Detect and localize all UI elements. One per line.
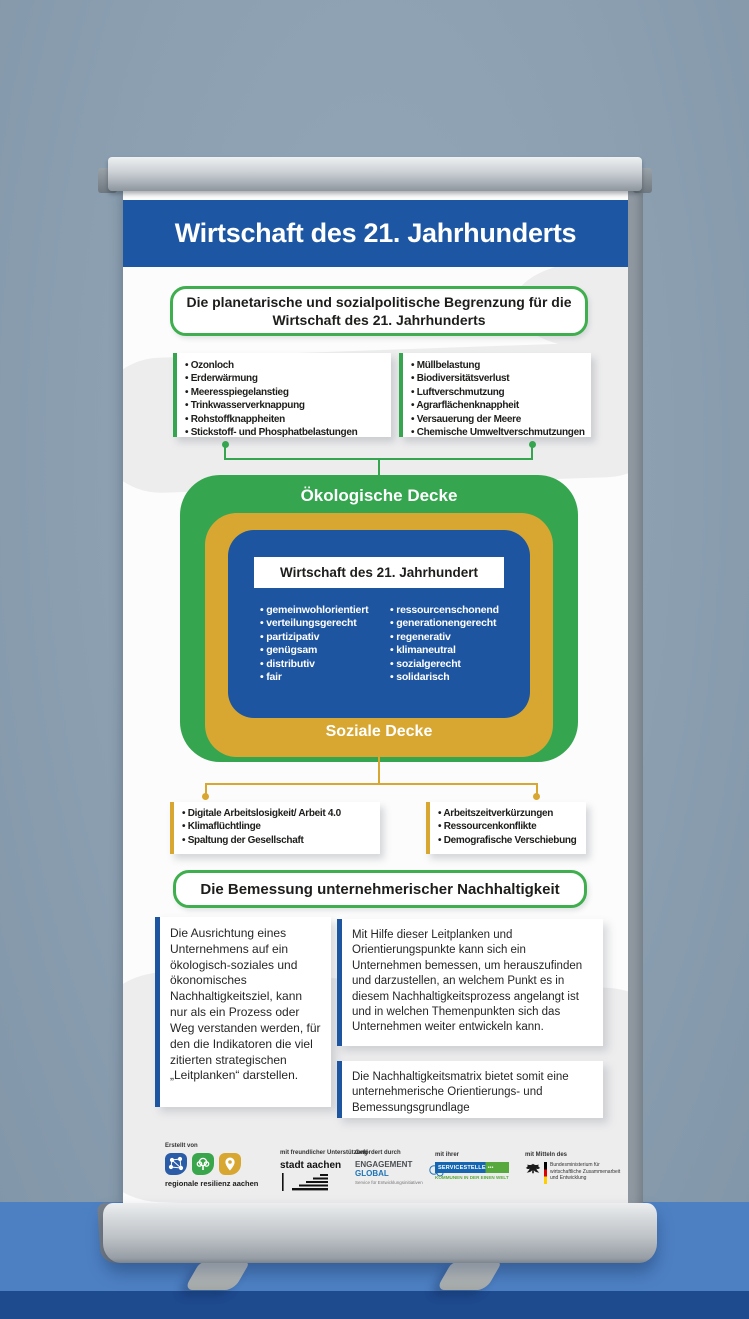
section1-heading: Die planetarische und sozialpolitische Begrenzung für die Wirtschaft des 21. Jahrhunderts — [170, 286, 588, 336]
credit-engagement-global — [355, 1150, 447, 1185]
credit-label: mit Mitteln des — [525, 1152, 568, 1158]
value-item: • distributiv — [260, 658, 368, 671]
social-list-right — [426, 802, 586, 854]
list-item: • Meeresspiegelanstieg — [185, 386, 385, 399]
paragraph-right-1: Mit Hilfe dieser Leitplanken und Orientierungspunkte kann sich ein Unternehmen bemessen, um herauszufinden und darzustellen, an welchem Punkt es in diesem Nachhaltigkeitsprozess angelangt ist und in welchen Themenpunkten sich das Unternehmen weiter entwickeln kann. — [337, 919, 603, 1046]
section2-heading: Die Bemessung unternehmerischer Nachhaltigkeit — [173, 870, 587, 908]
tree-icon — [192, 1153, 214, 1175]
list-item: • Trinkwasserverknappung — [185, 399, 385, 412]
federal-tricolor-bar — [544, 1162, 547, 1184]
credit-name: stadt aachen — [280, 1160, 342, 1171]
planetary-list-left — [173, 353, 391, 437]
list-item: • Müllbelastung — [411, 359, 585, 372]
stripes-icon — [280, 1171, 330, 1193]
value-item: • genügsam — [260, 644, 368, 657]
credit-regionale-resilienz — [165, 1143, 258, 1188]
value-item: • generationengerecht — [390, 617, 499, 630]
value-item: • ressourcenschonend — [390, 604, 499, 617]
ecological-ceiling-box — [180, 475, 578, 762]
economy-values-right — [390, 604, 499, 684]
credit-label: mit ihrer — [435, 1152, 460, 1158]
planetary-list-right — [399, 353, 591, 437]
credit-label: mit freundlicher Unterstützung — [280, 1150, 368, 1156]
poster-title-band — [123, 200, 628, 267]
list-item: • Stickstoff- und Phosphatbelastungen — [185, 426, 385, 439]
resilienz-logo — [165, 1153, 258, 1175]
list-item: • Klimaflüchtlinge — [182, 820, 374, 833]
list-item: • Demografische Verschiebung — [438, 834, 580, 847]
connector-dot — [533, 793, 540, 800]
social-list-left — [170, 802, 380, 854]
value-item: • klimaneutral — [390, 644, 499, 657]
value-item: • partizipativ — [260, 631, 368, 644]
list-item: • Arbeitszeitverkürzungen — [438, 807, 580, 820]
servicestelle-logo: SERVICESTELLE ••• — [435, 1162, 509, 1173]
social-floor-label: Soziale Decke — [325, 723, 433, 740]
credit-label: Gefördert durch — [355, 1150, 401, 1156]
ecological-ceiling-label: Ökologische Decke — [300, 486, 458, 505]
list-item: • Erderwärmung — [185, 372, 385, 385]
credit-name-line1: ENGAGEMENT — [355, 1160, 413, 1169]
connector-dot — [202, 793, 209, 800]
list-item: • Agrarflächenknappheit — [411, 399, 585, 412]
banner-top-rail — [108, 157, 642, 191]
credit-name-line2: GLOBAL — [355, 1169, 389, 1178]
pin-icon — [219, 1153, 241, 1175]
list-item: • Digitale Arbeitslosigkeit/ Arbeit 4.0 — [182, 807, 374, 820]
list-item: • Ressourcenkonflikte — [438, 820, 580, 833]
value-item: • regenerativ — [390, 631, 499, 644]
paragraph-left: Die Ausrichtung eines Unternehmens auf ein ökologisch-soziales und ökonomisches Nachhaltigkeitsziel, kann nur als ein Prozess oder Weg verstanden werden, für den die Indikatoren die viel zitierten strategischen „Leitplanken“ darstellen. — [155, 917, 331, 1107]
value-item: • verteilungsgerecht — [260, 617, 368, 630]
value-item: • sozialgerecht — [390, 658, 499, 671]
network-icon — [165, 1153, 187, 1175]
list-item: • Spaltung der Gesellschaft — [182, 834, 374, 847]
economy-core-title: Wirtschaft des 21. Jahrhundert — [254, 557, 504, 588]
eagle-icon — [525, 1162, 541, 1175]
credit-label: Erstellt von — [165, 1143, 198, 1149]
list-item: • Versauerung der Meere — [411, 413, 585, 426]
list-item: • Chemische Umweltverschmutzungen — [411, 426, 585, 439]
servicestelle-subline: KOMMUNEN IN DER EINEN WELT — [435, 1175, 509, 1180]
paragraph-right-2: Die Nachhaltigkeitsmatrix bietet somit eine unternehmerische Orientierungs- und Bemessungsgrundlage — [337, 1061, 603, 1118]
floor-dark-strip — [0, 1291, 749, 1319]
value-item: • fair — [260, 671, 368, 684]
list-item: • Biodiversitätsverlust — [411, 372, 585, 385]
social-floor-box — [205, 513, 553, 757]
credit-name: regionale resilienz aachen — [165, 1179, 259, 1188]
list-item: • Luftverschmutzung — [411, 386, 585, 399]
economy-core-box — [228, 530, 530, 718]
list-item: • Ozonloch — [185, 359, 385, 372]
value-item: • gemeinwohlorientiert — [260, 604, 368, 617]
banner-base — [103, 1203, 657, 1263]
value-item: • solidarisch — [390, 671, 499, 684]
credit-servicestelle — [435, 1152, 509, 1180]
connector-line — [205, 783, 538, 785]
credit-bundesministerium — [525, 1152, 628, 1184]
connector-line — [378, 750, 380, 785]
banner-support-pole — [628, 188, 643, 1206]
credit-name: Bundesministerium für wirtschaftliche Zusammenarbeit und Entwicklung — [550, 1162, 621, 1181]
list-item: • Rohstoffknappheiten — [185, 413, 385, 426]
credit-tagline: Service für Entwicklungsinitiativen — [355, 1180, 423, 1185]
rollup-poster — [123, 190, 628, 1208]
poster-title: Wirtschaft des 21. Jahrhunderts — [174, 218, 577, 248]
economy-values-left — [260, 604, 368, 684]
